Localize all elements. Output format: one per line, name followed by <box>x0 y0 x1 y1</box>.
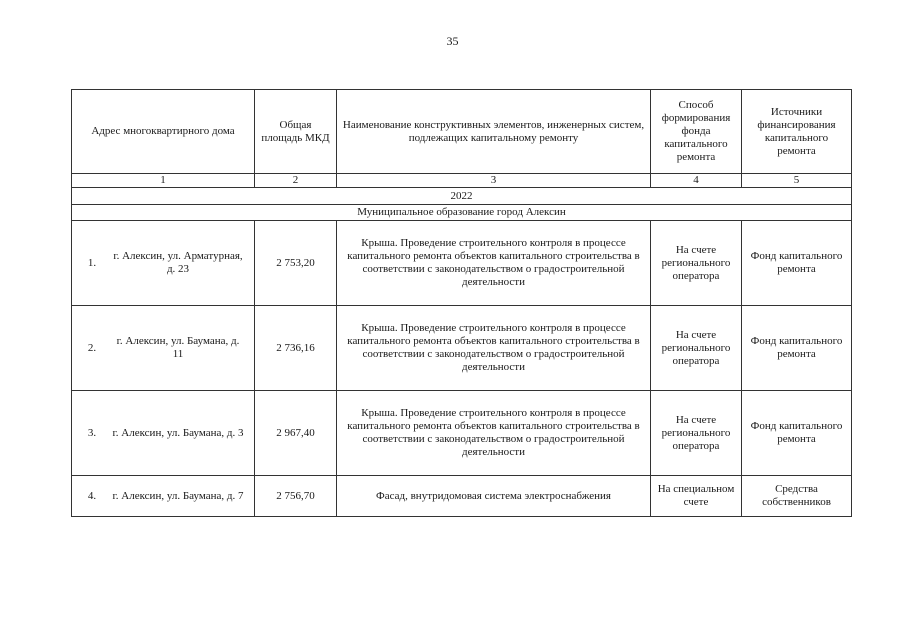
header-funding-source: Источники финансирования капитального ремонта <box>742 90 852 174</box>
funding-source-cell: Средства собственников <box>742 476 852 517</box>
row-number: 1. <box>87 256 97 269</box>
funding-source-cell: Фонд капитального ремонта <box>742 221 852 306</box>
row-number: 4. <box>87 489 97 502</box>
address-text: г. Алексин, ул. Арматурная, д. 23 <box>113 250 243 275</box>
fund-method-cell: На счете регионального оператора <box>651 221 742 306</box>
address-text: г. Алексин, ул. Баумана, д. 3 <box>112 426 244 439</box>
column-number-row <box>72 174 852 188</box>
address-cell <box>72 391 255 476</box>
column-number: 3 <box>337 174 651 188</box>
works-cell: Фасад, внутридомовая система электроснабжения <box>337 476 651 517</box>
year-row <box>72 188 852 205</box>
works-cell: Крыша. Проведение строительного контроля в процессе капитального ремонта объектов капитального строительства в соответствии с законодательством о градостроительной деятельности <box>337 221 651 306</box>
area-cell: 2 753,20 <box>255 221 337 306</box>
row-number: 3. <box>87 426 97 439</box>
table-row <box>72 306 852 391</box>
area-cell: 2 736,16 <box>255 306 337 391</box>
funding-source-cell: Фонд капитального ремонта <box>742 391 852 476</box>
header-row <box>72 90 852 174</box>
year-cell: 2022 <box>72 188 852 205</box>
address-cell <box>72 221 255 306</box>
works-cell: Крыша. Проведение строительного контроля в процессе капитального ремонта объектов капитального строительства в соответствии с законодательством о градостроительной деятельности <box>337 306 651 391</box>
address-text: г. Алексин, ул. Баумана, д. 7 <box>112 489 244 502</box>
area-cell: 2 756,70 <box>255 476 337 517</box>
column-number: 5 <box>742 174 852 188</box>
column-number: 2 <box>255 174 337 188</box>
address-cell <box>72 306 255 391</box>
fund-method-cell: На специальном счете <box>651 476 742 517</box>
column-number: 4 <box>651 174 742 188</box>
funding-source-cell: Фонд капитального ремонта <box>742 306 852 391</box>
works-cell: Крыша. Проведение строительного контроля в процессе капитального ремонта объектов капитального строительства в соответствии с законодательством о градостроительной деятельности <box>337 391 651 476</box>
table-row <box>72 391 852 476</box>
municipality-cell: Муниципальное образование город Алексин <box>72 205 852 221</box>
address-text: г. Алексин, ул. Баумана, д. 11 <box>116 335 240 360</box>
fund-method-cell: На счете регионального оператора <box>651 306 742 391</box>
address-cell <box>72 476 255 517</box>
column-number: 1 <box>72 174 255 188</box>
fund-method-cell: На счете регионального оператора <box>651 391 742 476</box>
municipality-row <box>72 205 852 221</box>
area-cell: 2 967,40 <box>255 391 337 476</box>
header-address: Адрес многоквартирного дома <box>72 90 255 174</box>
header-works: Наименование конструктивных элементов, инженерных систем, подлежащих капитальному ремонту <box>337 90 651 174</box>
header-fund-method: Способ формирования фонда капитального ремонта <box>651 90 742 174</box>
row-number: 2. <box>87 341 97 354</box>
page-number: 35 <box>446 34 459 48</box>
table-row <box>72 476 852 517</box>
capital-repair-table <box>71 89 852 517</box>
header-area: Общая площадь МКД <box>255 90 337 174</box>
table-row <box>72 221 852 306</box>
